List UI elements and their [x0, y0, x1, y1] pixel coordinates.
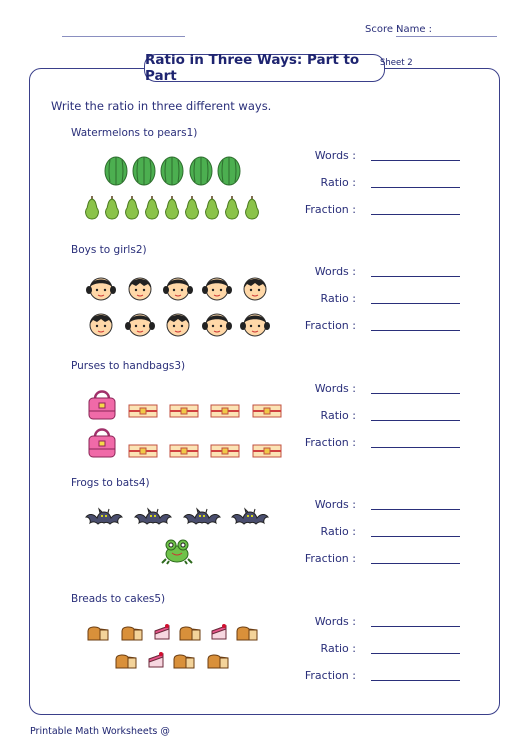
question-4-label: Frogs to bats4) — [71, 477, 150, 489]
purse-icon — [210, 444, 240, 458]
question-3-ratio-label: Ratio : — [320, 409, 356, 422]
bat-icon — [183, 506, 221, 528]
question-5-words-label: Words : — [314, 615, 356, 628]
score-label: Score : — [365, 24, 400, 35]
question-1-words-label: Words : — [314, 149, 356, 162]
bread-icon — [114, 653, 138, 669]
question-2-fraction-answer-line[interactable] — [371, 330, 460, 331]
cake-icon — [210, 623, 228, 641]
question-5-ratio-answer-line[interactable] — [371, 653, 460, 654]
question-3-ratio-answer-line[interactable] — [371, 420, 460, 421]
boy-icon — [86, 309, 116, 339]
watermelon-icon — [189, 156, 213, 186]
question-2-label: Boys to girls2) — [71, 244, 147, 256]
question-5-label: Breads to cakes5) — [71, 593, 166, 605]
bread-icon — [178, 625, 202, 641]
watermelon-icon — [160, 156, 184, 186]
question-5-fraction-answer-line[interactable] — [371, 680, 460, 681]
purse-icon — [252, 404, 282, 418]
pear-icon — [224, 194, 240, 220]
girl-icon — [125, 309, 155, 339]
question-4-ratio-label: Ratio : — [320, 525, 356, 538]
handbag-icon — [86, 425, 118, 459]
boy-icon — [163, 309, 193, 339]
question-5-ratio-label: Ratio : — [320, 642, 356, 655]
question-2-ratio-answer-line[interactable] — [371, 303, 460, 304]
question-1-words-answer-line[interactable] — [371, 160, 460, 161]
score-line — [62, 36, 185, 37]
title-text: Ratio in Three Ways: Part to Part — [145, 52, 360, 84]
pear-icon — [104, 194, 120, 220]
purse-icon — [128, 444, 158, 458]
frog-icon — [161, 537, 193, 565]
purse-icon — [128, 404, 158, 418]
name-label: Name : — [396, 24, 433, 35]
boy-icon — [240, 273, 270, 303]
bread-icon — [120, 625, 144, 641]
girl-icon — [86, 273, 116, 303]
question-3-label: Purses to handbags3) — [71, 360, 186, 372]
purse-icon — [169, 444, 199, 458]
question-3-fraction-label: Fraction : — [304, 436, 356, 449]
question-1-fraction-answer-line[interactable] — [371, 214, 460, 215]
worksheet-title — [144, 54, 385, 82]
instruction-text: Write the ratio in three different ways. — [51, 99, 272, 113]
watermelon-icon — [104, 156, 128, 186]
question-4-fraction-label: Fraction : — [304, 552, 356, 565]
pear-icon — [124, 194, 140, 220]
question-1-label: Watermelons to pears1) — [71, 127, 198, 139]
question-1-ratio-label: Ratio : — [320, 176, 356, 189]
cake-icon — [147, 651, 165, 669]
question-4-ratio-answer-line[interactable] — [371, 536, 460, 537]
girl-icon — [240, 309, 270, 339]
name-line — [396, 36, 497, 37]
question-3-words-answer-line[interactable] — [371, 393, 460, 394]
question-4-words-answer-line[interactable] — [371, 509, 460, 510]
question-2-fraction-label: Fraction : — [304, 319, 356, 332]
bread-icon — [206, 653, 230, 669]
question-4-fraction-answer-line[interactable] — [371, 563, 460, 564]
question-5-fraction-label: Fraction : — [304, 669, 356, 682]
watermelon-icon — [217, 156, 241, 186]
question-2-ratio-label: Ratio : — [320, 292, 356, 305]
footer-text: Printable Math Worksheets @ — [30, 726, 170, 737]
bat-icon — [134, 506, 172, 528]
bat-icon — [231, 506, 269, 528]
pear-icon — [184, 194, 200, 220]
purse-icon — [252, 444, 282, 458]
pear-icon — [204, 194, 220, 220]
pear-icon — [144, 194, 160, 220]
bread-icon — [172, 653, 196, 669]
purse-icon — [210, 404, 240, 418]
pear-icon — [84, 194, 100, 220]
question-4-words-label: Words : — [314, 498, 356, 511]
handbag-icon — [86, 387, 118, 421]
bread-icon — [235, 625, 259, 641]
boy-icon — [125, 273, 155, 303]
cake-icon — [153, 623, 171, 641]
girl-icon — [202, 309, 232, 339]
girl-icon — [163, 273, 193, 303]
girl-icon — [202, 273, 232, 303]
pear-icon — [244, 194, 260, 220]
pear-icon — [164, 194, 180, 220]
bread-icon — [86, 625, 110, 641]
watermelon-icon — [132, 156, 156, 186]
question-3-fraction-answer-line[interactable] — [371, 447, 460, 448]
question-3-words-label: Words : — [314, 382, 356, 395]
purse-icon — [169, 404, 199, 418]
question-5-words-answer-line[interactable] — [371, 626, 460, 627]
question-1-ratio-answer-line[interactable] — [371, 187, 460, 188]
question-1-fraction-label: Fraction : — [304, 203, 356, 216]
question-2-words-label: Words : — [314, 265, 356, 278]
sheet-label: Sheet 2 — [380, 58, 413, 68]
bat-icon — [85, 506, 123, 528]
question-2-words-answer-line[interactable] — [371, 276, 460, 277]
